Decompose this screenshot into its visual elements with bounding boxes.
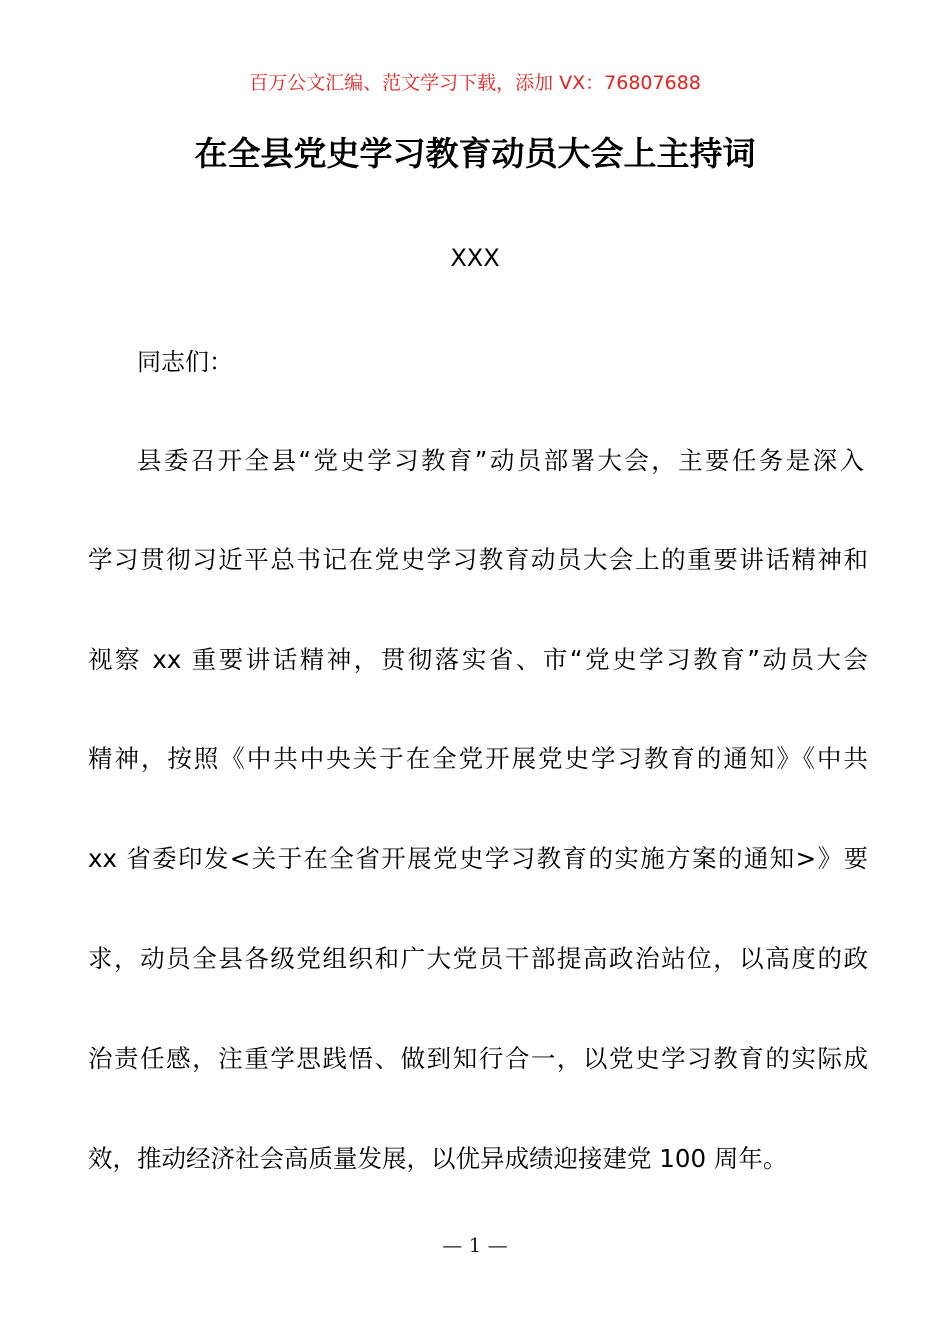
- paragraph-line: 精神，按照《中共中央关于在全党开展党史学习教育的通知》《中共: [88, 744, 868, 773]
- paragraph-line: 学习贯彻习近平总书记在党史学习教育动员大会上的重要讲话精神和: [88, 545, 868, 574]
- paragraph-line: 求，动员全县各级党组织和广大党员干部提高政治站位，以高度的政: [88, 944, 868, 973]
- paragraph-line: 视察 xx 重要讲话精神，贯彻落实省、市“党史学习教育”动员大会: [88, 645, 868, 674]
- paragraph-line: 效，推动经济社会高质量发展，以优异成绩迎接建党 100 周年。: [88, 1144, 788, 1173]
- paragraph-line: xx 省委印发<关于在全省开展党史学习教育的实施方案的通知>》要: [88, 844, 868, 873]
- page-number: — 1 —: [442, 1233, 508, 1257]
- paragraph-line: 县委召开全县“党史学习教育”动员部署大会，主要任务是深入: [137, 446, 864, 475]
- document-title: 在全县党史学习教育动员大会上主持词: [194, 134, 756, 173]
- header-note: 百万公文汇编、范文学习下载，添加 VX：76807688: [249, 72, 701, 94]
- salutation: 同志们：: [137, 348, 233, 376]
- document-author: XXX: [450, 244, 500, 272]
- paragraph-line: 治责任感，注重学思践悟、做到知行合一，以党史学习教育的实际成: [88, 1044, 868, 1073]
